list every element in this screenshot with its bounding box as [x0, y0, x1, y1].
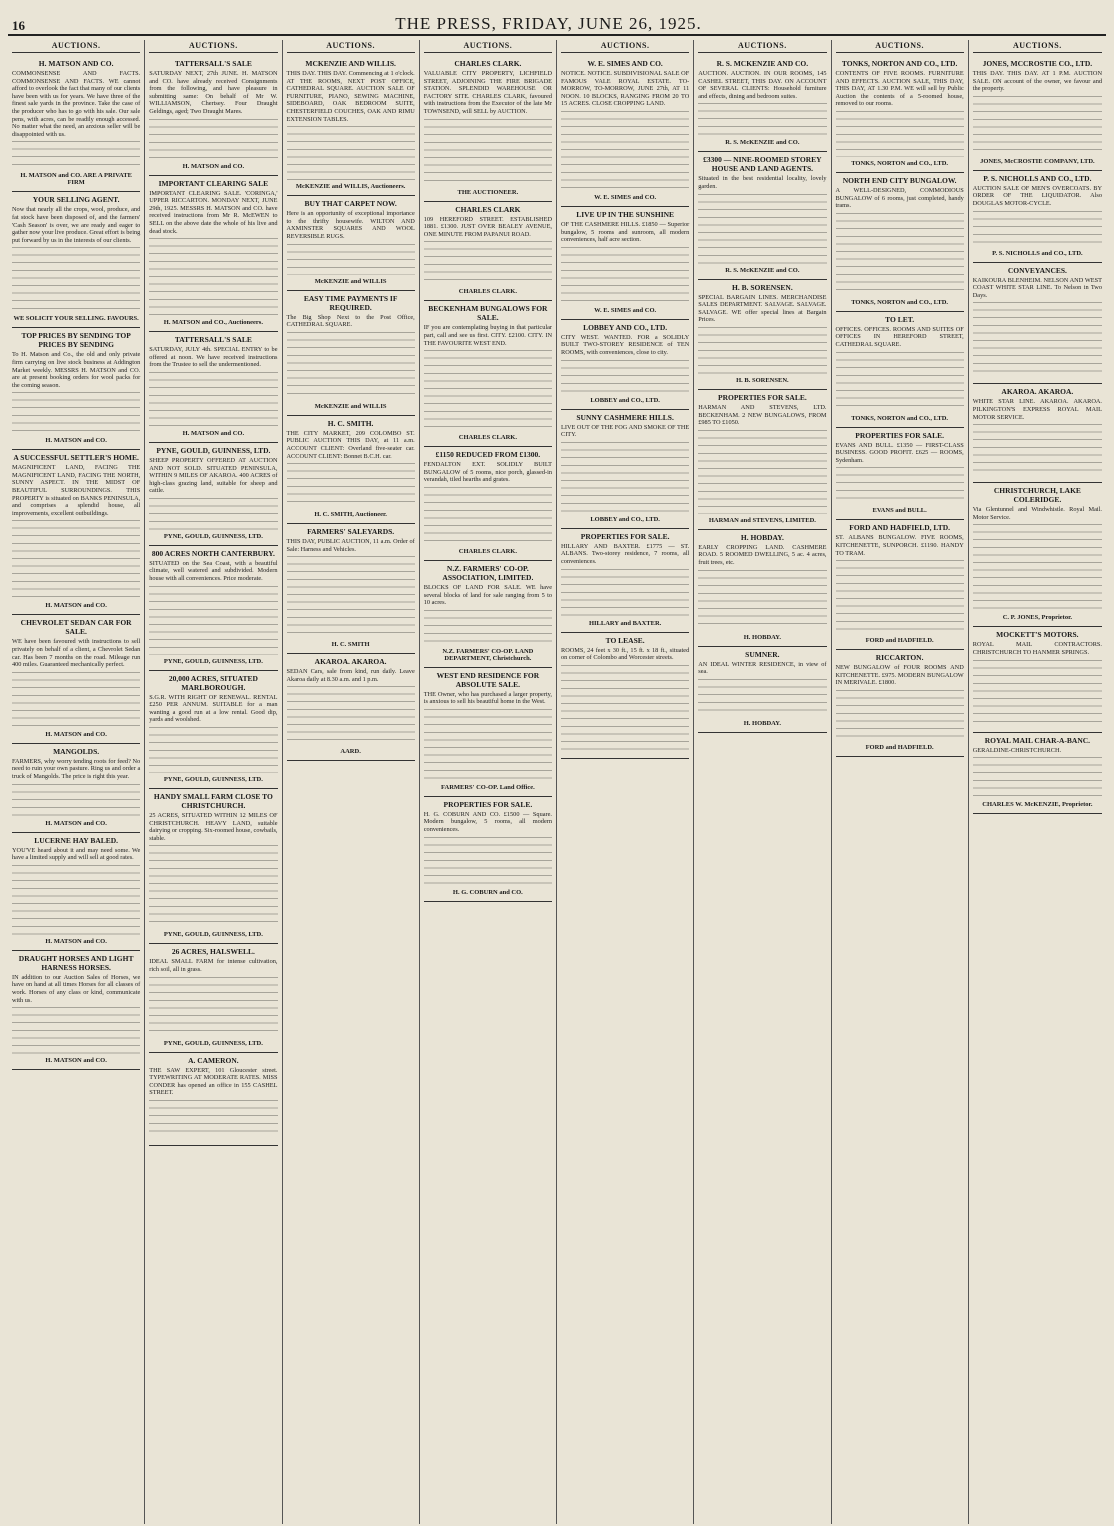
ad-fine-print [149, 727, 277, 773]
ad-signature: HILLARY and BAXTER. [588, 619, 662, 627]
ad-body: SATURDAY, JULY 4th. SPECIAL ENTRY to be offered at noon. We have received instructions from the Trustee to sell the undermentioned. [149, 346, 278, 369]
ad-body: WE have been favoured with instructions to sell privately on behalf of a client, a Chevrolet Sedan car. Has been 7 months on the road. Mileage run 400 miles. Guaranteed mechanically perfect. [12, 638, 141, 669]
advertisement [149, 56, 277, 176]
ad-signature: H. G. COBURN and CO. [452, 888, 523, 896]
advertisement [973, 627, 1102, 732]
ad-heading: RICCARTON. [875, 653, 924, 663]
ad-signature: H. C. SMITH, Auctioneer. [314, 511, 387, 519]
ad-heading: H. HOBDAY. [740, 532, 784, 542]
ad-fine-print [836, 352, 964, 412]
ad-signature: H. HOBDAY. [743, 633, 782, 641]
ad-heading: PROPERTIES FOR SALE. [580, 531, 670, 541]
ad-signature: AARD. [340, 748, 361, 756]
advertisement [698, 56, 826, 152]
ad-fine-print [561, 442, 689, 513]
ad-heading: LOBBEY AND CO., LTD. [583, 322, 668, 332]
ad-body: IF you are contemplating buying in that particular part, call and see us first. CITY. £2100. CITY. IN THE FAVOURITE WEST END. [423, 324, 552, 347]
advertisement [973, 171, 1102, 263]
news-column [694, 40, 831, 1524]
ad-fine-print [698, 103, 826, 136]
ad-body: HARMAN AND STEVENS, LTD. BECKENHAM. 2 NEW BUNGALOWS, FROM £985 TO £1050. [698, 403, 827, 427]
ad-body: THE SAW EXPERT, 101 Gloucester street. TYPEWRITING AT MODERATE RATES. MISS CONDER has opened an office in 155 CASHEL STREET. [149, 1066, 278, 1097]
ad-body: AN IDEAL WINTER RESIDENCE, in view of sea. [698, 660, 827, 676]
ad-body: MAGNIFICENT LAND, FACING THE MAGNIFICENT LAND, FACING THE NORTH, SUNNY ASPECT. IN THE MIDST OF BEAUTIFUL SURROUNDINGS. THIS PROPERTY is situated on BANKS PENINSULA, and comprises a splendid house, all improvements, excellent outbuildings. [12, 464, 141, 517]
column-header: AUCTIONS. [149, 40, 277, 53]
ad-body: A WELL-DESIGNED, COMMODIOUS BUNGALOW of 6 rooms, just completed, handy trams. [835, 186, 964, 210]
advertisement [973, 384, 1102, 483]
advertisement [698, 280, 826, 390]
ad-heading: P. S. NICHOLLS AND CO., LTD. [983, 173, 1092, 183]
ad-signature: H. MATSON and CO. [45, 437, 107, 445]
ad-fine-print [836, 467, 964, 504]
ad-signature: PYNE, GOULD, GUINNESS, LTD. [163, 931, 263, 939]
ad-signature: TONKS, NORTON and CO., LTD. [851, 298, 949, 306]
ad-fine-print [973, 660, 1102, 724]
advertisement [287, 56, 415, 196]
ad-fine-print [836, 690, 964, 741]
ad-heading: MOCKETT'S MOTORS. [996, 630, 1079, 640]
ad-body: SEDAN Cars, sale from kind, run daily. Leave Akaroa daily at 8.30 a.m. and 1 p.m. [286, 668, 415, 683]
ad-body: Here is an opportunity of exceptional importance to the thrifty housewife. WILTON AND AXMINSTER SQUARES AND WOOL REVERSIBLE RUGS. [286, 210, 415, 240]
advertisement [836, 56, 964, 173]
ad-body: CITY WEST. WANTED. FOR a SOLIDLY BUILT TWO-STOREY RESIDENCE of TEN ROOMS, with conveniences, close to city. [561, 333, 690, 356]
advertisement [424, 797, 552, 902]
ad-body: Now that nearly all the crops, wool, produce, and fat stock have been disposed of, and the farmers' 'Cash Season' is over, we are ready and eager to gather now your live produce. Great effort is being put forward by us in the interests of our clients. [12, 206, 141, 244]
ad-fine-print [424, 837, 552, 886]
ad-fine-print [287, 686, 415, 745]
ad-heading: LUCERNE HAY BALED. [34, 835, 119, 845]
ad-heading: PROPERTIES FOR SALE. [443, 799, 533, 809]
ad-signature: H. MATSON and CO. [45, 602, 107, 610]
ad-fine-print [973, 211, 1102, 247]
ad-body: OF THE CASHMERE HILLS. £1850 — Superior bungalow, 5 rooms and sunroom, all modern conveniences, half acre section. [561, 220, 690, 244]
ad-body: KAIKOURA BLENHEIM. NELSON AND WEST COAST WHITE STAR LINE. To Nelson in Two Days. [972, 276, 1102, 299]
ad-signature: H. C. SMITH [331, 641, 370, 649]
ad-body: BLOCKS OF LAND FOR SALE. WE have several blocks of land for sale ranging from 5 to 10 acres. [423, 583, 552, 607]
advertisement [836, 650, 964, 757]
advertisement [12, 192, 140, 328]
ad-body: 109 HEREFORD STREET. ESTABLISHED 1881. £1300. JUST OVER BEALEY AVENUE, ONE MINUTE FROM PAPANUI ROAD. [423, 215, 552, 238]
ad-signature: H. B. SORENSEN. [736, 376, 789, 384]
ad-heading: TATTERSALL'S SALE [174, 59, 252, 68]
ad-fine-print [424, 709, 552, 781]
ad-fine-print [973, 424, 1102, 474]
news-column [420, 40, 557, 1524]
advertisement [973, 263, 1102, 385]
ad-fine-print [424, 119, 552, 186]
advertisement [698, 390, 826, 530]
ad-fine-print [12, 672, 140, 728]
ad-signature: LOBBEY and CO., LTD. [590, 515, 660, 523]
ad-signature: THE AUCTIONEER. [457, 188, 519, 196]
ad-signature: CHARLES CLARK. [458, 547, 517, 555]
ad-heading: LIVE UP IN THE SUNSHINE [576, 209, 675, 219]
ad-fine-print [561, 247, 689, 304]
advertisement [561, 529, 689, 633]
news-column [969, 40, 1106, 1524]
ad-fine-print [698, 327, 826, 374]
ad-heading: N.Z. FARMERS' CO-OP. ASSOCIATION, LIMITED. [442, 563, 534, 582]
ad-body: Situated in the best residential locality, lovely garden. [698, 175, 827, 190]
ad-fine-print [973, 302, 1102, 375]
ad-body: SITUATED on the Sea Coast, with a beautiful climate, well watered and subdivided. Modern house with all conveniences. Price moderate. [149, 559, 278, 583]
advertisement [973, 733, 1102, 815]
column-header: AUCTIONS. [973, 40, 1102, 53]
ad-signature: R. S. McKENZIE and CO. [725, 139, 800, 147]
advertisement [12, 56, 140, 192]
advertisement [12, 744, 140, 833]
ad-heading: DRAUGHT HORSES AND LIGHT HARNESS HORSES. [18, 953, 134, 972]
ad-heading: SUNNY CASHMERE HILLS. [576, 412, 674, 422]
advertisement [561, 207, 689, 320]
ad-heading: SUMNER. [745, 649, 780, 659]
ad-heading: TO LEASE. [605, 635, 645, 645]
advertisement [287, 654, 415, 761]
advertisement [149, 671, 277, 789]
ad-heading: 20,000 ACRES, SITUATED MARLBOROUGH. [168, 673, 258, 692]
ad-heading: ROYAL MAIL CHAR-A-BANC. [984, 735, 1091, 745]
ad-heading: TO LET. [885, 314, 915, 324]
ad-heading: £3300 — NINE-ROOMED STOREY HOUSE AND LAND AGENTS. [703, 155, 822, 174]
ad-body: IMPORTANT CLEARING SALE. 'CORINGA,' UPPER RICCARTON. MONDAY NEXT, JUNE 29th, 1925. MESSRS H. MATSON and CO. have received instructions from Mr R. McEWEN to SELL on the above date the whole of his live and dead stock. [149, 189, 278, 235]
ad-body: CONTENTS OF FIVE ROOMS. FURNITURE AND EFFECTS. AUCTION SALE, THIS DAY, THIS DAY, AT 1.30 P.M. WE will sell by Public Auction the contents of a 5-roomed house, removed to our rooms. [835, 70, 964, 108]
ad-fine-print [12, 520, 140, 599]
ad-body: The Big Shop Next to the Post Office, CATHEDRAL SQUARE. [286, 313, 415, 329]
ad-signature: PYNE, GOULD, GUINNESS, LTD. [163, 1039, 263, 1047]
ad-heading: BUY THAT CARPET NOW. [304, 199, 397, 209]
ad-fine-print [561, 569, 689, 617]
ad-fine-print [287, 556, 415, 638]
advertisement [424, 301, 552, 447]
ad-body: H. G. COBURN AND CO. £1500 — Square. Modern bungalow, 5 rooms, all modern conveniences. [423, 810, 552, 834]
ad-fine-print [12, 141, 140, 169]
ad-body: ST. ALBANS BUNGALOW. FIVE ROOMS, KITCHENETTE, SUNPORCH. £1190. HANDY TO TRAM. [835, 534, 964, 557]
ad-body: IN addition to our Auction Sales of Horses, we have on hand at all times Horses for all classes of work. Horses of any class or kind, communicate with us. [12, 973, 141, 1004]
ad-body: ROYAL MAIL CONTRACTORS. CHRISTCHURCH TO HANMER SPRINGS. [972, 641, 1102, 656]
ad-heading: TONKS, NORTON AND CO., LTD. [841, 59, 958, 68]
advertisement [698, 530, 826, 647]
ad-signature: PYNE, GOULD, GUINNESS, LTD. [163, 532, 263, 540]
column-header: AUCTIONS. [836, 40, 964, 53]
ad-heading: H. B. SORENSEN. [732, 282, 793, 292]
ad-body: ROOMS, 24 feet x 30 ft., 15 ft. x 18 ft., situated on corner of Colombo and Worcester streets. [561, 646, 690, 662]
advertisement [12, 328, 140, 450]
ad-fine-print [698, 570, 826, 631]
advertisement [424, 561, 552, 668]
column-header: AUCTIONS. [287, 40, 415, 53]
ad-fine-print [973, 524, 1102, 611]
ad-body: SATURDAY NEXT, 27th JUNE. H. MATSON and CO. have already received Consignments from the following, and have pleasure in submitting same: On behalf of Mr W. WILLIAMSON, Chertsey. Four Draught Geldings, aged; Two Draught Mares. [149, 70, 278, 115]
ad-signature: N.Z. FARMERS' CO-OP. LAND DEPARTMENT, Christchurch. [442, 647, 534, 662]
column-header: AUCTIONS. [424, 40, 552, 53]
ad-heading: HANDY SMALL FARM CLOSE TO CHRISTCHURCH. [153, 792, 273, 811]
ad-body: 25 ACRES, SITUATED WITHIN 12 MILES OF CHRISTCHURCH. HEAVY LAND, suitable dairying or cropping. Six-roomed house, cowbails, stable. [149, 812, 278, 842]
ad-heading: MCKENZIE AND WILLIS. [305, 59, 396, 68]
ad-heading: CHARLES CLARK. [454, 59, 522, 68]
ad-signature: R. S. McKENZIE and CO. [725, 266, 800, 274]
masthead [8, 10, 1106, 36]
advertisement [12, 951, 140, 1070]
ad-body: SPECIAL BARGAIN LINES. MERCHANDISE SALES DEPARTMENT. SALVAGE. SALVAGE. SALVAGE. WE offer special lines at Bargain Prices. [698, 293, 827, 324]
ad-fine-print [698, 679, 826, 717]
advertisement [149, 176, 277, 333]
ad-signature: HARMAN and STEVENS, LIMITED. [708, 516, 816, 524]
advertisement [561, 633, 689, 759]
ad-body: EVANS AND BULL. £1350 — FIRST-CLASS BUSINESS. GOOD PROFIT. £625 — ROOMS, Sydenham. [835, 441, 964, 464]
ad-body: LIVE OUT OF THE FOG AND SMOKE OF THE CITY. [561, 423, 690, 439]
ad-heading: FORD AND HADFIELD, LTD. [849, 523, 951, 533]
ad-heading: 26 ACRES, HALSWELL. [171, 947, 255, 957]
ad-heading: A SUCCESSFUL SETTLER'S HOME. [13, 453, 139, 463]
ad-signature: WE SOLICIT YOUR SELLING. FAVOURS. [13, 315, 139, 323]
ad-heading: W. E. SIMES AND CO. [587, 59, 663, 68]
ad-signature: EVANS and BULL. [872, 507, 927, 515]
ad-body: THIS DAY. THIS DAY. Commencing at 1 o'clock. AT THE ROOMS, NEXT POST OFFICE, CATHEDRAL SQUARE. AUCTION SALE OF FURNITURE, PIANO, SEWING MACHINE, SIDEBOARD, OAK BEDROOM SUITE, CHESTERFIELD COUCHES, OAK AND RIMU EXTENSION TABLES. [286, 70, 415, 123]
advertisement [561, 56, 689, 207]
ad-heading: CHRISTCHURCH, LAKE COLERIDGE. [993, 486, 1081, 505]
ad-heading: PYNE, GOULD, GUINNESS, LTD. [156, 445, 271, 455]
ad-fine-print [836, 111, 964, 157]
advertisement [561, 320, 689, 410]
ad-signature: CHARLES W. McKENZIE, Proprietor. [982, 801, 1093, 809]
ad-heading: A. CAMERON. [188, 1055, 239, 1065]
ad-signature: P. S. NICHOLLS and CO., LTD. [992, 249, 1083, 257]
ad-signature: CHARLES CLARK. [458, 434, 517, 442]
ad-heading: IMPORTANT CLEARING SALE [158, 178, 269, 188]
ad-signature: H. MATSON and CO. [182, 429, 245, 437]
columns-container [8, 40, 1106, 1524]
ad-fine-print [973, 757, 1102, 798]
advertisement [149, 1053, 277, 1146]
advertisement [424, 668, 552, 797]
ad-signature: LOBBEY and CO., LTD. [590, 396, 660, 404]
advertisement [149, 944, 277, 1052]
ad-signature: McKENZIE and WILLIS, Auctioneers. [295, 183, 406, 191]
ad-body: EARLY CROPPING LAND. CASHMERE ROAD. 5 ROOMED DWELLING, 5 ac. 4 acres, fruit trees, etc. [698, 543, 827, 566]
ad-body: NOTICE. NOTICE. SUBDIVISIONAL SALE OF FAMOUS VALE ROYAL ESTATE. TO-MORROW, TO-MORROW, JUNE 27th, AT 11 NOON. 10 BLOCKS, RANGING FROM 20 TO 15 ACRES. CLOSE CROPPING LAND. [561, 70, 690, 108]
ad-body: THE CITY MARKET, 209 COLOMBO ST. PUBLIC AUCTION THIS DAY, at 11 a.m. ACCOUNT CLIENT: Overland five-seater car. ACCOUNT CLIENT: Bonnet B.C.H. car. [286, 429, 415, 460]
ad-fine-print [149, 1100, 277, 1137]
ad-body: GERALDINE-CHRISTCHURCH. [972, 746, 1062, 754]
news-column [832, 40, 969, 1524]
ad-heading: BECKENHAM BUNGALOWS FOR SALE. [428, 304, 548, 323]
ad-body: AUCTION. AUCTION. IN OUR ROOMS, 145 CASHEL STREET, THIS DAY. ON ACCOUNT OF SEVERAL CLIENTS: Household furniture and effects, dining and bedroom suites. [698, 70, 827, 100]
advertisement [836, 428, 964, 521]
ad-body: HILLARY AND BAXTER. £1775 — ST. ALBANS. Two-storey residence, 7 rooms, all conveniences. [561, 542, 690, 565]
ad-heading: TATTERSALL'S SALE [174, 335, 252, 345]
ad-body: WHITE STAR LINE. AKAROA. AKAROA. PILKINGTON'S EXPRESS ROYAL MAIL MOTOR SERVICE. [972, 398, 1102, 421]
ad-signature: McKENZIE and WILLIS [314, 402, 387, 410]
advertisement [698, 152, 826, 279]
ad-signature: H. MATSON and CO. [45, 1057, 107, 1065]
ad-heading: AKAROA. AKAROA. [314, 657, 387, 667]
ad-fine-print [698, 194, 826, 264]
advertisement [424, 202, 552, 302]
ad-signature: H. MATSON and CO. [182, 162, 245, 170]
page-number: 16 [12, 18, 25, 33]
ad-fine-print [149, 238, 277, 316]
ad-fine-print [149, 119, 277, 160]
ad-signature: W. E. SIMES and CO. [594, 306, 657, 314]
advertisement [836, 312, 964, 428]
ad-fine-print [836, 213, 964, 296]
ad-heading: NORTH END CITY BUNGALOW. [842, 175, 957, 185]
advertisement [424, 447, 552, 561]
ad-fine-print [287, 244, 415, 275]
ad-heading: FARMERS' SALEYARDS. [307, 527, 395, 537]
ad-heading: PROPERTIES FOR SALE. [718, 392, 807, 402]
advertisement [973, 56, 1102, 171]
advertisement [149, 546, 277, 671]
ad-signature: TONKS, NORTON and CO., LTD. [851, 414, 949, 422]
ad-fine-print [698, 430, 826, 514]
advertisement [12, 450, 140, 615]
ad-body: YOU'VE heard about it and may need some. We have a limited supply and will sell at good rates. [12, 846, 141, 862]
advertisement [287, 291, 415, 416]
ad-heading: YOUR SELLING AGENT. [32, 195, 120, 205]
ad-fine-print [149, 498, 277, 530]
advertisement [149, 789, 277, 944]
advertisement [561, 410, 689, 529]
news-column [557, 40, 694, 1524]
ad-fine-print [561, 111, 689, 191]
ad-body: AUCTION SALE OF MEN'S OVERCOATS. BY ORDER OF THE LIQUIDATOR. Also DOUGLAS MOTOR-CYCLE. [972, 184, 1102, 207]
ad-signature: H. MATSON and CO. ARE A PRIVATE FIRM [20, 172, 132, 187]
news-column [145, 40, 282, 1524]
ad-body: SHEEP PROPERTY OFFERED AT AUCTION AND NOT SOLD. SITUATED PENINSULA, WITHIN 9 MILES OF AKAROA. 400 ACRES of high-class grazing land, suitable for sheep and cattle. [149, 456, 278, 495]
ad-heading: £1150 REDUCED FROM £1300. [435, 450, 541, 460]
ad-heading: EASY TIME PAYMENTS IF REQUIRED. [303, 293, 398, 312]
ad-signature: FORD and HADFIELD. [865, 637, 934, 645]
ad-fine-print [149, 977, 277, 1037]
advertisement [149, 332, 277, 443]
ad-fine-print [12, 865, 140, 935]
column-header: AUCTIONS. [698, 40, 826, 53]
column-header: AUCTIONS. [561, 40, 689, 53]
ad-body: S.G.R. WITH RIGHT OF RENEWAL. RENTAL £250 PER ANNUM. SUITABLE for a man wanting a good run at a low rental. Good dip, yards and woolshed. [149, 693, 278, 724]
ad-signature: H. HOBDAY. [743, 719, 782, 727]
ad-body: NEW BUNGALOW of FOUR ROOMS AND KITCHENETTE. £975. MODERN BUNGALOW IN MERIVALE. £1800. [835, 664, 964, 687]
news-column [8, 40, 145, 1524]
ad-heading: CHEVROLET SEDAN CAR FOR SALE. [20, 618, 132, 637]
advertisement [287, 524, 415, 654]
ad-signature: PYNE, GOULD, GUINNESS, LTD. [163, 776, 263, 784]
ad-body: FARMERS, why worry tending roots for feed? No need to ruin your own pasture. Ring us and order a truck of Mangolds. The price is right this year. [12, 757, 141, 780]
advertisement [698, 647, 826, 733]
ad-fine-print [12, 784, 140, 817]
ad-signature: H. MATSON and CO. [45, 819, 107, 827]
ad-heading: CHARLES CLARK [455, 204, 521, 214]
ad-fine-print [424, 487, 552, 545]
ad-heading: 800 ACRES NORTH CANTERBURY. [151, 548, 275, 558]
ad-fine-print [12, 392, 140, 434]
ad-heading: TOP PRICES BY SENDING TOP PRICES BY SENDING [21, 331, 131, 350]
ad-signature: C. P. JONES, Proprietor. [1002, 614, 1073, 622]
advertisement [973, 483, 1102, 627]
ad-fine-print [973, 96, 1102, 155]
column-header: AUCTIONS. [12, 40, 140, 53]
ad-fine-print [12, 247, 140, 312]
advertisement [12, 833, 140, 951]
ad-fine-print [149, 845, 277, 928]
ad-signature: TONKS, NORTON and CO., LTD. [851, 159, 949, 167]
ad-fine-print [149, 586, 277, 655]
ad-signature: H. MATSON and CO., Auctioneers. [163, 319, 263, 327]
ad-fine-print [149, 372, 277, 427]
advertisement [424, 56, 552, 202]
ad-signature: FARMERS' CO-OP. Land Office. [441, 783, 535, 791]
ad-heading: MANGOLDS. [53, 746, 100, 756]
ad-body: THIS DAY. THIS DAY. AT 1 P.M. AUCTION SALE. ON account of the owner, we favour and the property. [972, 70, 1102, 93]
advertisement [287, 196, 415, 290]
ad-body: FENDALTON EXT. SOLIDLY BUILT BUNGALOW of 5 rooms, nice porch, glassed-in verandah, tiled hearths and grates. [423, 461, 552, 484]
ad-heading: H. C. SMITH. [327, 418, 374, 428]
ad-signature: JONES, McCROSTIE COMPANY, LTD. [980, 157, 1095, 165]
ad-signature: H. MATSON and CO. [45, 730, 107, 738]
ad-body: Via Glentunnel and Windwhistle. Royal Mail. Motor Service. [972, 506, 1102, 521]
ad-fine-print [287, 126, 415, 180]
advertisement [12, 615, 140, 743]
ad-signature: CHARLES CLARK. [458, 288, 517, 296]
ad-heading: AKAROA. AKAROA. [1001, 387, 1074, 397]
advertisement [287, 416, 415, 524]
ad-heading: WEST END RESIDENCE FOR ABSOLUTE SALE. [436, 670, 540, 689]
ad-heading: JONES, MCCROSTIE CO., LTD. [982, 59, 1093, 68]
advertisement [836, 520, 964, 650]
advertisement [149, 443, 277, 546]
ad-heading: PROPERTIES FOR SALE. [855, 430, 944, 440]
ad-body: VALUABLE CITY PROPERTY, LICHFIELD STREET, ADJOINING THE FIRE BRIGADE STATION. SPLENDID WAREHOUSE OR FACTORY SITE. CHARLES CLARK, favoured with instructions from the Executor of the late Mr TOWNSEND, will SELL by AUCTION. [423, 70, 552, 115]
ad-fine-print [561, 665, 689, 750]
ad-fine-print [12, 1007, 140, 1054]
ad-signature: W. E. SIMES and CO. [594, 193, 657, 201]
ad-fine-print [836, 560, 964, 634]
ad-heading: H. MATSON AND CO. [38, 59, 114, 68]
ad-body: IDEAL SMALL FARM for intense cultivation, rich soil, all in grass. [149, 958, 278, 973]
ad-fine-print [424, 610, 552, 645]
ad-signature: McKENZIE and WILLIS [314, 277, 387, 285]
ad-body: OFFICES. OFFICES. ROOMS AND SUITES OF OFFICES IN HEREFORD STREET, CATHEDRAL SQUARE. [835, 325, 964, 348]
ad-heading: R. S. MCKENZIE AND CO. [716, 59, 809, 68]
news-column [283, 40, 420, 1524]
masthead-title: THE PRESS, FRIDAY, JUNE 26, 1925. [395, 14, 702, 33]
ad-body: COMMONSENSE AND FACTS. COMMONSENSE AND FACTS. WE cannot afford to overlook the fact that many of our clients have been with us for years. We have three of the finest sale yards in the province. Take the case of the producer who has to go with his sale. Our sale pens, with acres, can be readily enough accessed. No matter what the need, an anxious seller will be disappointed with us. [12, 70, 141, 138]
ad-fine-print [287, 332, 415, 400]
ad-fine-print [424, 241, 552, 285]
ad-body: To H. Matson and Co., the old and only private firm carrying on live stock business at Addington Market weekly. MESSRS H. MATSON and CO. are at present booking orders for wool packs for the coming season. [12, 351, 141, 389]
ad-body: THE Owner, who has purchased a larger property, is anxious to sell his beautiful home in the West. [423, 690, 552, 706]
ad-signature: H. MATSON and CO. [45, 937, 107, 945]
ad-fine-print [287, 463, 415, 508]
ad-fine-print [424, 350, 552, 431]
ad-body: THIS DAY, PUBLIC AUCTION, 11 a.m. Order of Sale: Harness and Vehicles. [286, 538, 415, 553]
ad-signature: PYNE, GOULD, GUINNESS, LTD. [163, 657, 263, 665]
advertisement [836, 173, 964, 312]
ad-heading: CONVEYANCES. [1007, 265, 1067, 275]
ad-fine-print [561, 360, 689, 394]
ad-signature: FORD and HADFIELD. [865, 743, 934, 751]
